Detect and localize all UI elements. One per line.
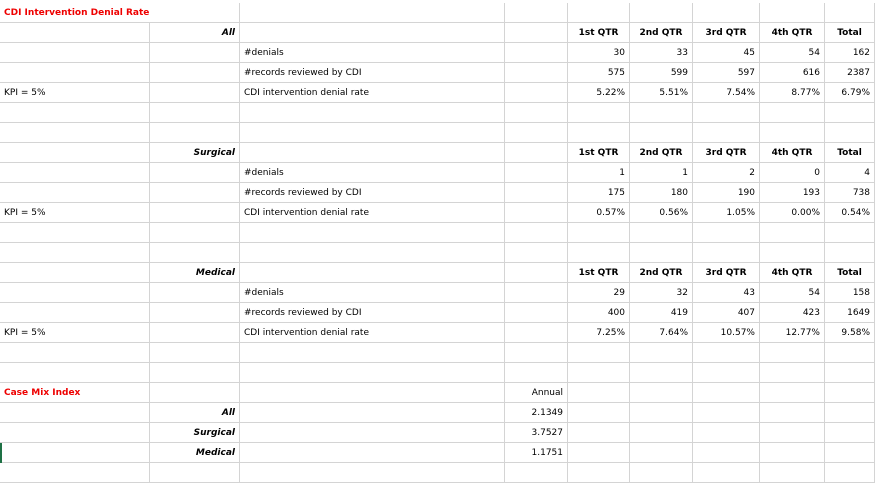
empty-cell[interactable] bbox=[150, 303, 240, 323]
empty-cell[interactable] bbox=[505, 203, 568, 223]
value-cell-records[interactable]: 738 bbox=[825, 183, 875, 203]
empty-cell[interactable] bbox=[693, 463, 760, 483]
row-label-denials[interactable]: #denials bbox=[240, 43, 505, 63]
empty-cell[interactable] bbox=[240, 143, 505, 163]
quarter-header[interactable]: 2nd QTR bbox=[630, 143, 693, 163]
empty-cell[interactable] bbox=[240, 103, 505, 123]
empty-cell[interactable] bbox=[630, 423, 693, 443]
empty-cell[interactable] bbox=[568, 463, 630, 483]
row-label-rate[interactable]: CDI intervention denial rate bbox=[240, 203, 505, 223]
empty-cell[interactable] bbox=[630, 383, 693, 403]
empty-cell[interactable] bbox=[693, 443, 760, 463]
value-cell-records[interactable]: 400 bbox=[568, 303, 630, 323]
empty-cell[interactable] bbox=[0, 303, 150, 323]
empty-cell[interactable] bbox=[505, 343, 568, 363]
empty-cell[interactable] bbox=[693, 343, 760, 363]
value-cell-records[interactable]: 575 bbox=[568, 63, 630, 83]
value-cell-rate[interactable]: 1.05% bbox=[693, 203, 760, 223]
empty-cell[interactable] bbox=[0, 103, 150, 123]
kpi-label[interactable]: KPI = 5% bbox=[0, 83, 150, 103]
cmi-value[interactable]: 3.7527 bbox=[505, 423, 568, 443]
empty-cell[interactable] bbox=[568, 363, 630, 383]
value-cell-records[interactable]: 423 bbox=[760, 303, 825, 323]
row-label-records[interactable]: #records reviewed by CDI bbox=[240, 183, 505, 203]
value-cell-rate[interactable]: 8.77% bbox=[760, 83, 825, 103]
empty-cell[interactable] bbox=[0, 43, 150, 63]
cmi-row-label[interactable]: All bbox=[150, 403, 240, 423]
value-cell-records[interactable]: 2387 bbox=[825, 63, 875, 83]
empty-cell[interactable] bbox=[825, 343, 875, 363]
value-cell-records[interactable]: 190 bbox=[693, 183, 760, 203]
row-label-denials[interactable]: #denials bbox=[240, 283, 505, 303]
empty-cell[interactable] bbox=[505, 123, 568, 143]
empty-cell[interactable] bbox=[150, 363, 240, 383]
value-cell-denials[interactable]: 162 bbox=[825, 43, 875, 63]
empty-cell[interactable] bbox=[760, 463, 825, 483]
empty-cell[interactable] bbox=[505, 3, 568, 23]
value-cell-denials[interactable]: 30 bbox=[568, 43, 630, 63]
empty-cell[interactable] bbox=[505, 363, 568, 383]
empty-cell[interactable] bbox=[505, 43, 568, 63]
section-label[interactable]: Surgical bbox=[150, 143, 240, 163]
empty-cell[interactable] bbox=[240, 263, 505, 283]
quarter-header[interactable]: 2nd QTR bbox=[630, 263, 693, 283]
quarter-header[interactable]: Total bbox=[825, 263, 875, 283]
value-cell-rate[interactable]: 0.56% bbox=[630, 203, 693, 223]
row-label-denials[interactable]: #denials bbox=[240, 163, 505, 183]
value-cell-records[interactable]: 1649 bbox=[825, 303, 875, 323]
empty-cell[interactable] bbox=[630, 223, 693, 243]
empty-cell[interactable] bbox=[630, 103, 693, 123]
value-cell-records[interactable]: 407 bbox=[693, 303, 760, 323]
empty-cell[interactable] bbox=[630, 123, 693, 143]
quarter-header[interactable]: 2nd QTR bbox=[630, 23, 693, 43]
empty-cell[interactable] bbox=[568, 243, 630, 263]
empty-cell[interactable] bbox=[505, 323, 568, 343]
empty-cell[interactable] bbox=[240, 423, 505, 443]
empty-cell[interactable] bbox=[568, 443, 630, 463]
empty-cell[interactable] bbox=[568, 403, 630, 423]
section-label[interactable]: All bbox=[150, 23, 240, 43]
empty-cell[interactable] bbox=[630, 443, 693, 463]
empty-cell[interactable] bbox=[693, 423, 760, 443]
quarter-header[interactable]: 4th QTR bbox=[760, 143, 825, 163]
value-cell-records[interactable]: 597 bbox=[693, 63, 760, 83]
empty-cell[interactable] bbox=[150, 103, 240, 123]
value-cell-records[interactable]: 616 bbox=[760, 63, 825, 83]
quarter-header[interactable]: 1st QTR bbox=[568, 143, 630, 163]
value-cell-records[interactable]: 419 bbox=[630, 303, 693, 323]
value-cell-rate[interactable]: 5.51% bbox=[630, 83, 693, 103]
quarter-header[interactable]: 3rd QTR bbox=[693, 23, 760, 43]
empty-cell[interactable] bbox=[760, 3, 825, 23]
empty-cell[interactable] bbox=[760, 243, 825, 263]
value-cell-denials[interactable]: 0 bbox=[760, 163, 825, 183]
empty-cell[interactable] bbox=[760, 423, 825, 443]
empty-cell[interactable] bbox=[240, 383, 505, 403]
empty-cell[interactable] bbox=[505, 243, 568, 263]
empty-cell[interactable] bbox=[693, 223, 760, 243]
empty-cell[interactable] bbox=[150, 323, 240, 343]
quarter-header[interactable]: 1st QTR bbox=[568, 23, 630, 43]
quarter-header[interactable]: 4th QTR bbox=[760, 23, 825, 43]
empty-cell[interactable] bbox=[825, 103, 875, 123]
empty-cell[interactable] bbox=[505, 83, 568, 103]
empty-cell[interactable] bbox=[240, 243, 505, 263]
value-cell-denials[interactable]: 33 bbox=[630, 43, 693, 63]
value-cell-denials[interactable]: 54 bbox=[760, 283, 825, 303]
empty-cell[interactable] bbox=[0, 363, 150, 383]
empty-cell[interactable] bbox=[760, 383, 825, 403]
empty-cell[interactable] bbox=[693, 403, 760, 423]
value-cell-denials[interactable]: 32 bbox=[630, 283, 693, 303]
empty-cell[interactable] bbox=[505, 143, 568, 163]
empty-cell[interactable] bbox=[240, 363, 505, 383]
empty-cell[interactable] bbox=[505, 223, 568, 243]
cmi-row-label[interactable]: Medical bbox=[150, 443, 240, 463]
empty-cell[interactable] bbox=[825, 443, 875, 463]
value-cell-rate[interactable]: 7.64% bbox=[630, 323, 693, 343]
empty-cell[interactable] bbox=[760, 103, 825, 123]
empty-cell[interactable] bbox=[0, 423, 150, 443]
empty-cell[interactable] bbox=[825, 243, 875, 263]
empty-cell[interactable] bbox=[150, 343, 240, 363]
empty-cell[interactable] bbox=[150, 283, 240, 303]
empty-cell[interactable] bbox=[760, 403, 825, 423]
empty-cell[interactable] bbox=[693, 383, 760, 403]
cmi-value[interactable]: 2.1349 bbox=[505, 403, 568, 423]
empty-cell[interactable] bbox=[630, 363, 693, 383]
quarter-header[interactable]: 3rd QTR bbox=[693, 263, 760, 283]
empty-cell[interactable] bbox=[568, 343, 630, 363]
empty-cell[interactable] bbox=[240, 403, 505, 423]
selection-edge bbox=[0, 443, 2, 463]
empty-cell[interactable] bbox=[505, 183, 568, 203]
empty-cell[interactable] bbox=[505, 63, 568, 83]
empty-cell[interactable] bbox=[693, 363, 760, 383]
value-cell-denials[interactable]: 1 bbox=[568, 163, 630, 183]
empty-cell[interactable] bbox=[0, 23, 150, 43]
empty-cell[interactable] bbox=[150, 223, 240, 243]
cmi-title[interactable]: Case Mix Index bbox=[0, 383, 150, 403]
empty-cell[interactable] bbox=[150, 83, 240, 103]
quarter-header[interactable]: 4th QTR bbox=[760, 263, 825, 283]
empty-cell[interactable] bbox=[150, 203, 240, 223]
empty-cell[interactable] bbox=[760, 443, 825, 463]
empty-cell[interactable] bbox=[0, 403, 150, 423]
quarter-header[interactable]: Total bbox=[825, 23, 875, 43]
empty-cell[interactable] bbox=[630, 243, 693, 263]
empty-cell[interactable] bbox=[150, 243, 240, 263]
empty-cell[interactable] bbox=[505, 463, 568, 483]
empty-cell[interactable] bbox=[630, 403, 693, 423]
empty-cell[interactable] bbox=[568, 223, 630, 243]
empty-cell[interactable] bbox=[505, 283, 568, 303]
empty-cell[interactable] bbox=[568, 3, 630, 23]
empty-cell[interactable] bbox=[0, 63, 150, 83]
kpi-label[interactable]: KPI = 5% bbox=[0, 203, 150, 223]
empty-cell[interactable] bbox=[825, 3, 875, 23]
empty-cell[interactable] bbox=[825, 403, 875, 423]
empty-cell[interactable] bbox=[150, 383, 240, 403]
value-cell-rate[interactable]: 7.25% bbox=[568, 323, 630, 343]
empty-cell[interactable] bbox=[0, 243, 150, 263]
row-label-rate[interactable]: CDI intervention denial rate bbox=[240, 323, 505, 343]
empty-cell[interactable] bbox=[693, 3, 760, 23]
quarter-header[interactable]: 3rd QTR bbox=[693, 143, 760, 163]
empty-cell[interactable] bbox=[568, 123, 630, 143]
value-cell-rate[interactable]: 10.57% bbox=[693, 323, 760, 343]
value-cell-records[interactable]: 180 bbox=[630, 183, 693, 203]
empty-cell[interactable] bbox=[760, 363, 825, 383]
empty-cell[interactable] bbox=[240, 463, 505, 483]
value-cell-rate[interactable]: 7.54% bbox=[693, 83, 760, 103]
value-cell-records[interactable]: 193 bbox=[760, 183, 825, 203]
value-cell-denials[interactable]: 29 bbox=[568, 283, 630, 303]
empty-cell[interactable] bbox=[505, 263, 568, 283]
empty-cell[interactable] bbox=[568, 103, 630, 123]
quarter-header[interactable]: 1st QTR bbox=[568, 263, 630, 283]
value-cell-records[interactable]: 175 bbox=[568, 183, 630, 203]
empty-cell[interactable] bbox=[240, 343, 505, 363]
empty-cell[interactable] bbox=[0, 163, 150, 183]
empty-cell[interactable] bbox=[760, 223, 825, 243]
value-cell-denials[interactable]: 4 bbox=[825, 163, 875, 183]
empty-cell[interactable] bbox=[505, 103, 568, 123]
empty-cell[interactable] bbox=[825, 363, 875, 383]
empty-cell[interactable] bbox=[630, 463, 693, 483]
empty-cell[interactable] bbox=[150, 43, 240, 63]
cmi-row-label[interactable]: Surgical bbox=[150, 423, 240, 443]
empty-cell[interactable] bbox=[693, 103, 760, 123]
empty-cell[interactable] bbox=[760, 123, 825, 143]
empty-cell[interactable] bbox=[825, 123, 875, 143]
quarter-header[interactable]: Total bbox=[825, 143, 875, 163]
kpi-label[interactable]: KPI = 5% bbox=[0, 323, 150, 343]
empty-cell[interactable] bbox=[150, 163, 240, 183]
empty-cell[interactable] bbox=[505, 303, 568, 323]
value-cell-records[interactable]: 599 bbox=[630, 63, 693, 83]
empty-cell[interactable] bbox=[150, 183, 240, 203]
empty-cell[interactable] bbox=[0, 223, 150, 243]
empty-cell[interactable] bbox=[0, 123, 150, 143]
empty-cell[interactable] bbox=[693, 243, 760, 263]
empty-cell[interactable] bbox=[0, 463, 150, 483]
value-cell-rate[interactable]: 0.00% bbox=[760, 203, 825, 223]
empty-cell[interactable] bbox=[150, 63, 240, 83]
empty-cell[interactable] bbox=[150, 463, 240, 483]
row-label-rate[interactable]: CDI intervention denial rate bbox=[240, 83, 505, 103]
value-cell-denials[interactable]: 54 bbox=[760, 43, 825, 63]
empty-cell[interactable] bbox=[825, 463, 875, 483]
cmi-value[interactable]: 1.1751 bbox=[505, 443, 568, 463]
value-cell-rate[interactable]: 9.58% bbox=[825, 323, 875, 343]
empty-cell[interactable] bbox=[630, 343, 693, 363]
value-cell-rate[interactable]: 5.22% bbox=[568, 83, 630, 103]
empty-cell[interactable] bbox=[240, 23, 505, 43]
empty-cell[interactable] bbox=[240, 123, 505, 143]
value-cell-denials[interactable]: 45 bbox=[693, 43, 760, 63]
cmi-annual-header[interactable]: Annual bbox=[505, 383, 568, 403]
empty-cell[interactable] bbox=[825, 423, 875, 443]
value-cell-denials[interactable]: 1 bbox=[630, 163, 693, 183]
empty-cell[interactable] bbox=[568, 423, 630, 443]
value-cell-rate[interactable]: 12.77% bbox=[760, 323, 825, 343]
empty-cell[interactable] bbox=[760, 343, 825, 363]
empty-cell[interactable] bbox=[0, 283, 150, 303]
row-label-records[interactable]: #records reviewed by CDI bbox=[240, 303, 505, 323]
empty-cell[interactable] bbox=[240, 223, 505, 243]
empty-cell[interactable] bbox=[630, 3, 693, 23]
empty-cell[interactable] bbox=[150, 123, 240, 143]
empty-cell[interactable] bbox=[0, 343, 150, 363]
section-label[interactable]: Medical bbox=[150, 263, 240, 283]
empty-cell[interactable] bbox=[0, 263, 150, 283]
empty-cell[interactable] bbox=[240, 3, 505, 23]
empty-cell[interactable] bbox=[825, 383, 875, 403]
empty-cell[interactable] bbox=[825, 223, 875, 243]
value-cell-rate[interactable]: 6.79% bbox=[825, 83, 875, 103]
empty-cell[interactable] bbox=[693, 123, 760, 143]
value-cell-rate[interactable]: 0.57% bbox=[568, 203, 630, 223]
value-cell-rate[interactable]: 0.54% bbox=[825, 203, 875, 223]
value-cell-denials[interactable]: 43 bbox=[693, 283, 760, 303]
empty-cell[interactable] bbox=[0, 143, 150, 163]
empty-cell[interactable] bbox=[0, 183, 150, 203]
empty-cell[interactable] bbox=[505, 23, 568, 43]
value-cell-denials[interactable]: 2 bbox=[693, 163, 760, 183]
row-label-records[interactable]: #records reviewed by CDI bbox=[240, 63, 505, 83]
empty-cell[interactable] bbox=[240, 443, 505, 463]
value-cell-denials[interactable]: 158 bbox=[825, 283, 875, 303]
empty-cell[interactable] bbox=[568, 383, 630, 403]
sheet-title[interactable]: CDI Intervention Denial Rate bbox=[0, 3, 240, 23]
empty-cell[interactable] bbox=[505, 163, 568, 183]
empty-cell[interactable] bbox=[0, 443, 150, 463]
